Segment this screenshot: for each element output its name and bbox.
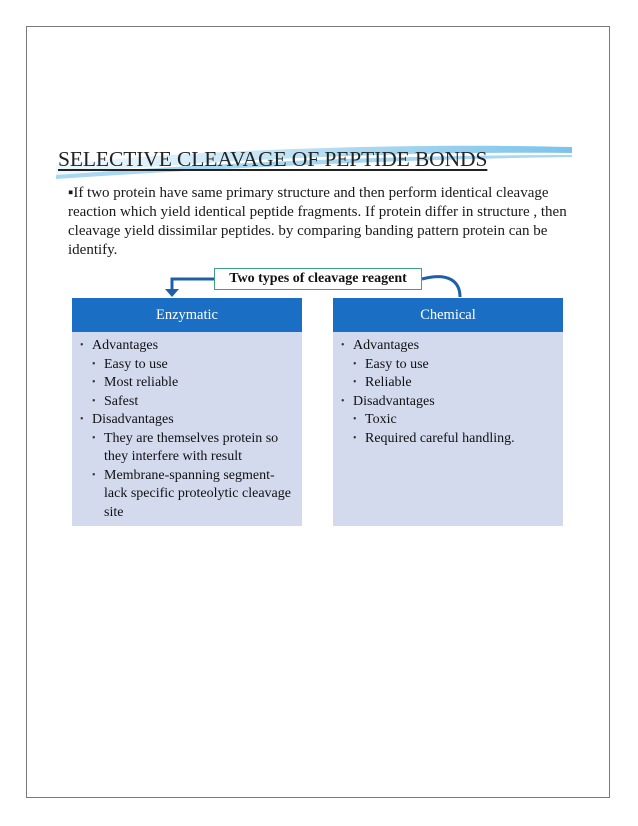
chemical-panel <box>333 298 563 526</box>
list-item: • Required careful handling. <box>341 430 555 449</box>
chemical-header: Chemical <box>333 298 563 332</box>
list-item: • They are themselves protein so they interfere with result <box>80 430 294 467</box>
list-item: • Reliable <box>341 374 555 393</box>
list-item: • Safest <box>80 393 294 412</box>
slide <box>56 145 572 533</box>
list-item: • Disadvantages <box>80 411 294 430</box>
chemical-list <box>333 332 563 448</box>
list-item: • Advantages <box>80 337 294 356</box>
list-item: • Advantages <box>341 337 555 356</box>
list-item: • Easy to use <box>80 356 294 375</box>
list-item: • Disadvantages <box>341 393 555 412</box>
enzymatic-panel <box>72 298 302 526</box>
enzymatic-list <box>72 332 302 522</box>
slide-title: SELECTIVE CLEAVAGE OF PEPTIDE BONDS <box>58 147 488 171</box>
list-item: • Membrane-spanning segment-lack specific proteolytic cleavage site <box>80 467 294 523</box>
list-item: • Toxic <box>341 411 555 430</box>
cleavage-reagent-box: Two types of cleavage reagent <box>214 268 422 290</box>
intro-paragraph: ▪If two protein have same primary structure and then perform identical cleavage reaction which yield identical peptide fragments. If protein differ in structure , then cleavage yield dissimilar peptides. by comparing banding pattern protein can be identify. <box>68 185 567 258</box>
enzymatic-header: Enzymatic <box>72 298 302 332</box>
list-item: • Most reliable <box>80 374 294 393</box>
list-item: • Easy to use <box>341 356 555 375</box>
